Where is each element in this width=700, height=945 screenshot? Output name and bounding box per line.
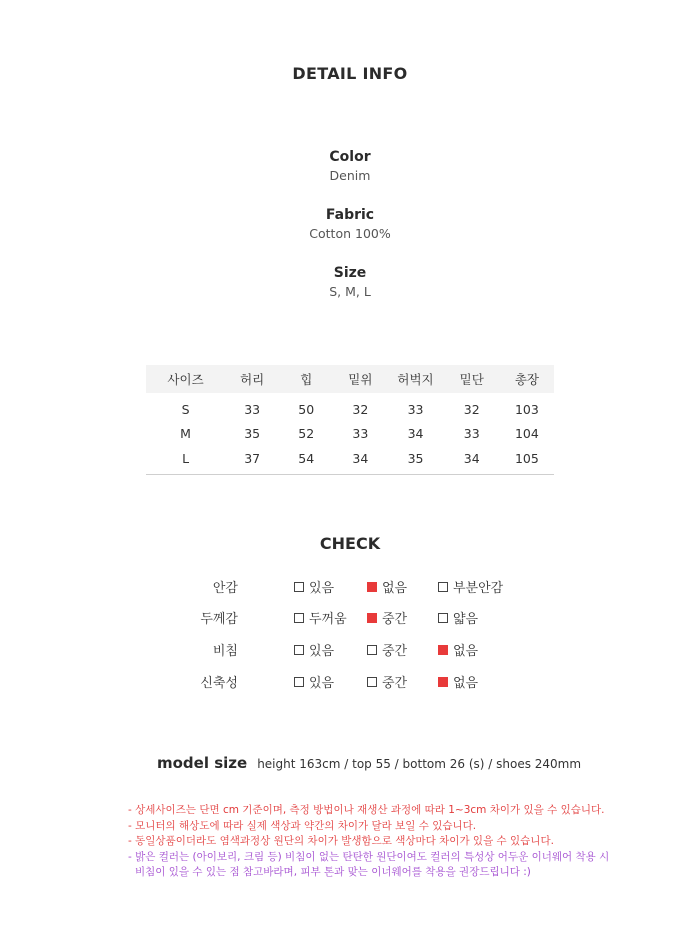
- check-title: CHECK: [319, 534, 381, 553]
- check-row-label: 신축성: [200, 676, 238, 691]
- check-option: [367, 672, 407, 691]
- color-label: Color: [329, 149, 371, 165]
- size-table: [146, 365, 554, 475]
- fabric-value: Cotton 100%: [309, 226, 391, 241]
- table-cell: 32: [352, 401, 369, 417]
- header-rise: 밑위: [348, 372, 373, 387]
- model-size-value: height 163cm / top 55 / bottom 26 (s) / shoes 240mm: [257, 757, 582, 771]
- check-option: [367, 608, 407, 627]
- table-row: [146, 446, 554, 474]
- check-option: [438, 640, 478, 659]
- check-option: [438, 577, 503, 596]
- table-cell: 34: [333, 446, 387, 474]
- check-option-label: 없음: [453, 676, 479, 691]
- page-title: DETAIL INFO: [292, 64, 408, 83]
- check-option: [438, 672, 478, 691]
- color-spec: [0, 149, 700, 183]
- table-cell: M: [180, 426, 191, 442]
- check-row-lining: [0, 577, 700, 597]
- fabric-spec: [0, 207, 700, 241]
- table-row: [146, 393, 554, 422]
- check-option: [294, 640, 334, 659]
- size-value: S, M, L: [329, 284, 371, 299]
- header-waist: 허리: [240, 372, 265, 387]
- check-option-label: 부분안감: [453, 581, 504, 596]
- table-cell: 52: [298, 426, 315, 442]
- checkbox-icon: [294, 645, 304, 655]
- check-option: [367, 640, 407, 659]
- table-cell: S: [181, 401, 190, 417]
- check-option: [294, 608, 347, 627]
- check-option: [294, 672, 334, 691]
- check-option-label: 두꺼움: [309, 612, 347, 627]
- check-option-label: 없음: [453, 644, 479, 659]
- table-cell: 33: [244, 401, 261, 417]
- table-row: [146, 422, 554, 447]
- check-row-label: 두께감: [200, 612, 238, 627]
- header-hip: 힙: [300, 372, 313, 387]
- table-cell: 103: [514, 401, 539, 417]
- checkbox-icon: [294, 582, 304, 592]
- table-cell: 104: [514, 426, 539, 442]
- table-cell: 34: [407, 426, 424, 442]
- check-option-label: 없음: [382, 581, 408, 596]
- table-cell: 35: [387, 446, 443, 474]
- table-cell: L: [146, 446, 225, 474]
- checkbox-icon: [367, 613, 377, 623]
- check-option-label: 중간: [382, 644, 408, 659]
- header-length: 총장: [514, 372, 539, 387]
- checkbox-icon: [438, 582, 448, 592]
- checkbox-icon: [367, 582, 377, 592]
- checkbox-icon: [294, 613, 304, 623]
- table-cell: 35: [244, 426, 261, 442]
- header-hem: 밑단: [459, 372, 484, 387]
- checkbox-icon: [438, 677, 448, 687]
- checkbox-icon: [438, 613, 448, 623]
- check-option: [367, 577, 407, 596]
- notes: [128, 803, 610, 881]
- check-option: [438, 608, 478, 627]
- size-spec: [0, 265, 700, 299]
- table-cell: 37: [225, 446, 279, 474]
- table-cell: 105: [500, 446, 554, 474]
- note-line: - 모니터의 해상도에 따라 실제 색상과 약간의 차이가 달라 보일 수 있습니다.: [128, 819, 477, 832]
- note-line: 비침이 있을 수 있는 점 참고바라며, 피부 톤과 맞는 이너웨어를 착용을 권장드립니다 :): [135, 866, 531, 878]
- check-option-label: 얇음: [453, 612, 479, 627]
- table-cell: 32: [463, 401, 480, 417]
- check-option-label: 있음: [309, 581, 335, 596]
- check-row-stretch: [0, 672, 700, 692]
- checkbox-icon: [438, 645, 448, 655]
- note-line: - 밝은 컬러는 (아이보리, 크림 등) 비침이 없는 탄탄한 원단이여도 컬러의 특성상 어두운 이너웨어 착용 시: [128, 850, 610, 863]
- model-size: [157, 754, 581, 772]
- model-size-label: model size: [157, 754, 248, 772]
- size-label: Size: [333, 265, 367, 281]
- checkbox-icon: [367, 677, 377, 687]
- table-cell: 33: [407, 401, 424, 417]
- check-option: [294, 577, 334, 596]
- check-row-sheerness: [0, 640, 700, 660]
- table-cell: 33: [352, 426, 369, 442]
- check-row-label: 안감: [212, 581, 238, 596]
- note-line: - 동일상품이더라도 염색과정상 원단의 차이가 발생함으로 색상마다 차이가 있을 수 있습니다.: [128, 835, 554, 847]
- check-option-label: 있음: [309, 676, 335, 691]
- check-option-label: 중간: [382, 676, 408, 691]
- color-value: Denim: [329, 168, 371, 183]
- check-row-label: 비침: [212, 644, 238, 659]
- check-option-label: 중간: [382, 612, 408, 627]
- checkbox-icon: [367, 645, 377, 655]
- check-option-label: 있음: [309, 644, 335, 659]
- table-cell: 50: [298, 401, 315, 417]
- table-cell: 54: [279, 446, 333, 474]
- note-line: - 상세사이즈는 단면 cm 기준이며, 측정 방법이나 재생산 과정에 따라 1~3cm 차이가 있을 수 있습니다.: [128, 804, 605, 816]
- fabric-label: Fabric: [325, 207, 375, 223]
- table-cell: 34: [444, 446, 500, 474]
- header-thigh: 허벅지: [397, 372, 434, 387]
- header-size: 사이즈: [167, 372, 204, 387]
- check-row-thickness: [0, 608, 700, 628]
- table-cell: 33: [463, 426, 480, 442]
- checkbox-icon: [294, 677, 304, 687]
- size-table-header: [146, 365, 554, 393]
